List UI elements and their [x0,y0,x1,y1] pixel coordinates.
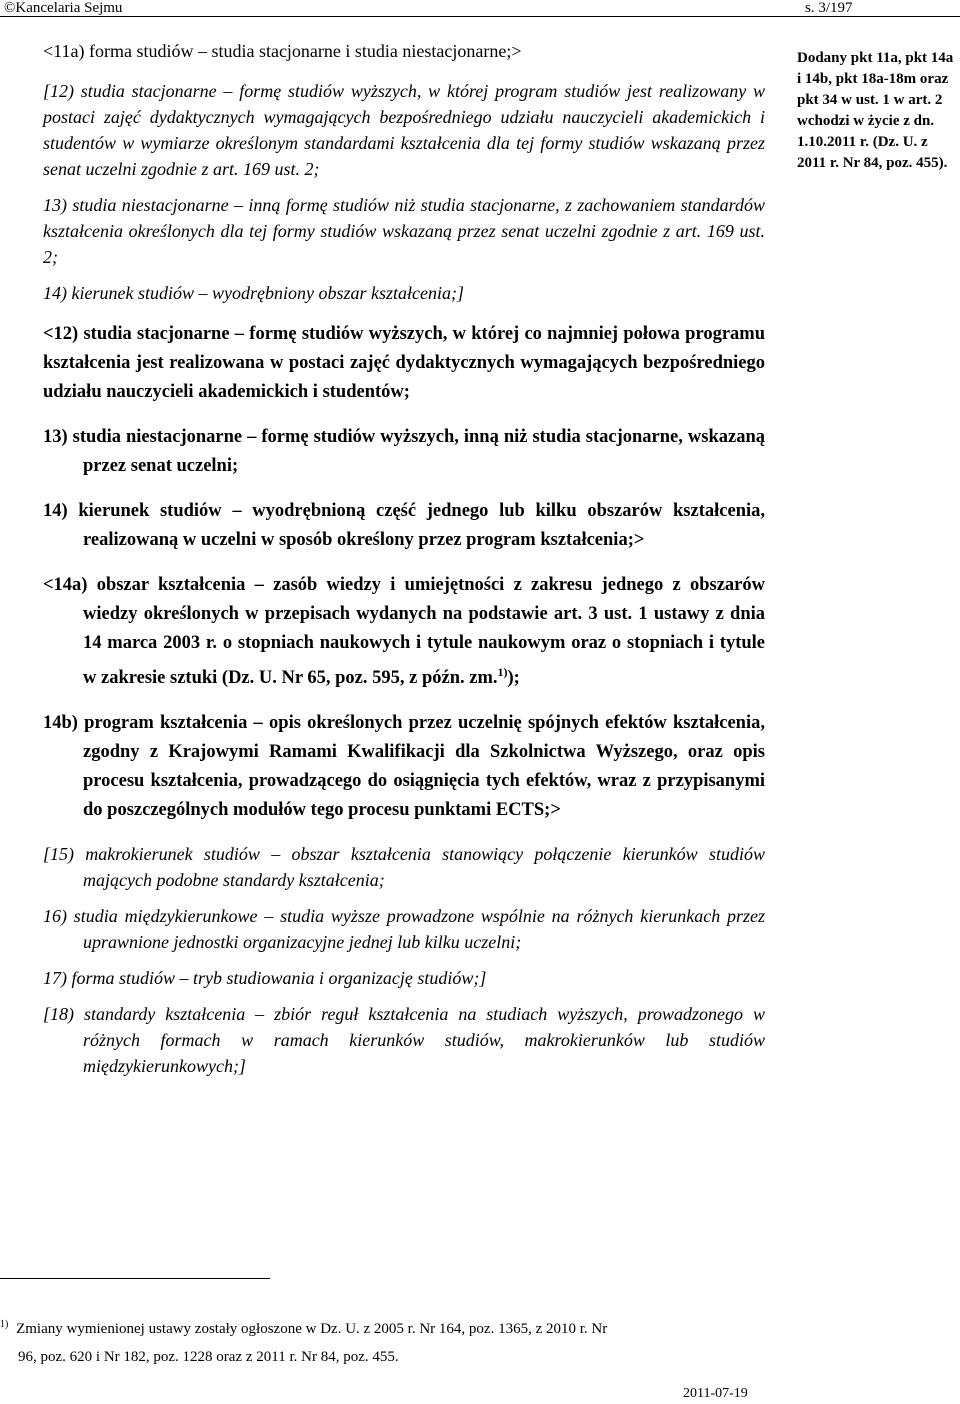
point-17: 17) forma studiów – tryb studiowania i organizację studiów;] [43,968,487,989]
legal-text-body [43,38,765,1079]
page-date: 2011-07-19 [683,1386,748,1401]
header-divider [0,16,960,17]
footnote [0,1316,770,1370]
point-11a: <11a) forma studiów – studia stacjonarne i studia niestacjonarne;> [43,41,522,61]
point-12-old: [12) studia stacjonarne – formę studiów wyższych, w której program studiów jest realizowany w postaci zajęć dydaktycznych wymagających bezpośredniego udziału nauczycieli akademickich i studentów w wymiarze określonym standardami kształcenia dla tej formy studiów wskazaną przez senat uczelni zgodnie z art. 169 ust. 2; [43,81,765,179]
footnote-reference: 1) [497,665,508,679]
point-14a [43,571,765,693]
header-page-number: s. 3/197 [805,0,853,16]
point-14b: 14b) program kształcenia – opis określonych przez uczelnię spójnych efektów kształcenia, zgodny z Krajowymi Ramami Kwalifikacji dla Szkolnictwa Wyższego, oraz opis procesu kształcenia, prowadzącego do osiągnięcia tych efektów, wraz z przypisanymi do poszczególnych modułów tego procesu punktami ECTS;> [43,713,765,821]
header-publisher: ©Kancelaria Sejmu [4,0,123,16]
point-14a-text: <14a) obszar kształcenia – zasób wiedzy i umiejętności z zakresu jednego z obszarów wiedzy określonych w przepisach wydanych na podstawie art. 3 ust. 1 ustawy z dnia 14 marca 2003 r. o stopniach naukowych i tytule naukowym oraz o stopniach i tytule w zakresie sztuki (Dz. U. Nr 65, poz. 595, z późn. zm. [43,575,765,689]
footnote-line-1 [0,1316,770,1344]
footnote-mark: 1) [0,1319,9,1330]
margin-note: Dodany pkt 11a, pkt 14a i 14b, pkt 18a-18m oraz pkt 34 w ust. 1 w art. 2 wchodzi w życie z dn. 1.10.2011 r. (Dz. U. z 2011 r. Nr 84, poz. 455). [797,50,954,171]
point-15: [15) makrokierunek studiów – obszar kształcenia stanowiący połączenie kierunków studiów mających podobne standardy kształcenia; [43,844,765,891]
point-14-old: 14) kierunek studiów – wyodrębniony obszar kształcenia;] [43,283,464,303]
point-18: [18) standardy kształcenia – zbiór reguł kształcenia na studiach wyższych, prowadzonego w różnych formach w ramach kierunków studiów, makrokierunków lub studiów międzykierunkowych;] [43,1004,765,1077]
footnote-text-1: Zmiany wymienionej ustawy zostały ogłoszone w Dz. U. z 2005 r. Nr 164, poz. 1365, z 2010 r. Nr [16,1321,608,1337]
point-13-old: 13) studia niestacjonarne – inną formę studiów niż studia stacjonarne, z zachowaniem standardów kształcenia określonych dla tej formy studiów wskazaną przez senat uczelni zgodnie z art. 169 ust. 2; [43,195,765,267]
footnote-divider [0,1278,270,1279]
point-13-new: 13) studia niestacjonarne – formę studiów wyższych, inną niż studia stacjonarne, wskazaną przez senat uczelni; [43,427,765,476]
footnote-line-2: 96, poz. 620 i Nr 182, poz. 1228 oraz z 2011 r. Nr 84, poz. 455. [18,1349,399,1365]
point-14a-tail: ); [507,668,520,689]
point-12-new: <12) studia stacjonarne – formę studiów wyższych, w której co najmniej połowa programu kształcenia jest realizowana w postaci zajęć dydaktycznych wymagających bezpośredniego udziału nauczycieli akademickich i studentów; [43,324,765,402]
point-16: 16) studia międzykierunkowe – studia wyższe prowadzone wspólnie na różnych kierunkach przez uprawnione jednostki organizacyjne jednej lub kilku uczelni; [43,906,765,953]
point-14-new: 14) kierunek studiów – wyodrębnioną część jednego lub kilku obszarów kształcenia, realizowaną w uczelni w sposób określony przez program kształcenia;> [43,501,765,550]
